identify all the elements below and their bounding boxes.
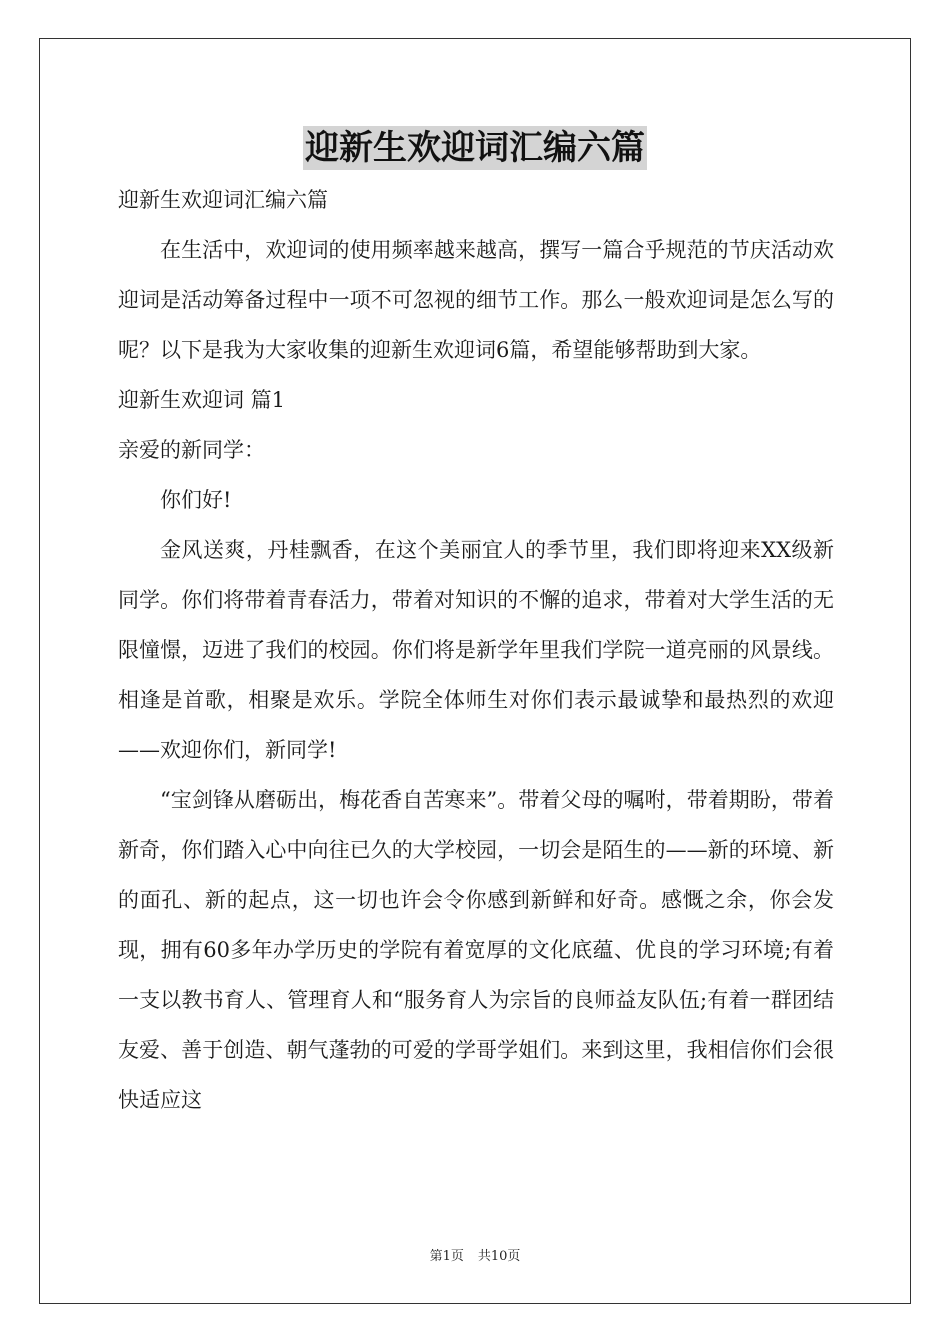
- page-footer: [0, 1248, 950, 1266]
- document-body: [118, 175, 834, 1125]
- section-heading: 迎新生欢迎词 篇1: [118, 388, 286, 412]
- page-number: 第1页: [429, 1249, 464, 1264]
- page-total: 共10页: [477, 1249, 521, 1264]
- title-container: [0, 126, 950, 170]
- paragraph-intro: 在生活中，欢迎词的使用频率越来越高，撰写一篇合乎规范的节庆活动欢迎词是活动筹备过程中一项不可忽视的细节工作。那么一般欢迎词是怎么写的呢？以下是我为大家收集的迎新生欢迎词6篇，希望能够帮助到大家。: [118, 238, 834, 362]
- document-title: 迎新生欢迎词汇编六篇: [305, 128, 645, 168]
- paragraph-body-1: 金风送爽，丹桂飘香，在这个美丽宜人的季节里，我们即将迎来XX级新同学。你们将带着青春活力，带着对知识的不懈的追求，带着对大学生活的无限憧憬，迈进了我们的校园。你们将是新学年里我们学院一道亮丽的风景线。相逢是首歌，相聚是欢乐。学院全体师生对你们表示最诚挚和最热烈的欢迎——欢迎你们，新同学!: [118, 538, 834, 762]
- paragraph-body-2: “宝剑锋从磨砺出，梅花香自苦寒来”。带着父母的嘱咐，带着期盼，带着新奇，你们踏入心中向往已久的大学校园，一切会是陌生的——新的环境、新的面孔、新的起点，这一切也许会令你感到新鲜和好奇。感慨之余，你会发现，拥有60多年办学历史的学院有着宽厚的文化底蕴、优良的学习环境;有着一支以教书育人、管理育人和“服务育人为宗旨的良师益友队伍;有着一群团结友爱、善于创造、朝气蓬勃的可爱的学哥学姐们。来到这里，我相信你们会很快适应这: [118, 788, 834, 1112]
- paragraph-greeting: 你们好!: [160, 488, 232, 512]
- paragraph-salutation: 亲爱的新同学：: [118, 438, 265, 462]
- paragraph-subtitle: 迎新生欢迎词汇编六篇: [118, 188, 328, 212]
